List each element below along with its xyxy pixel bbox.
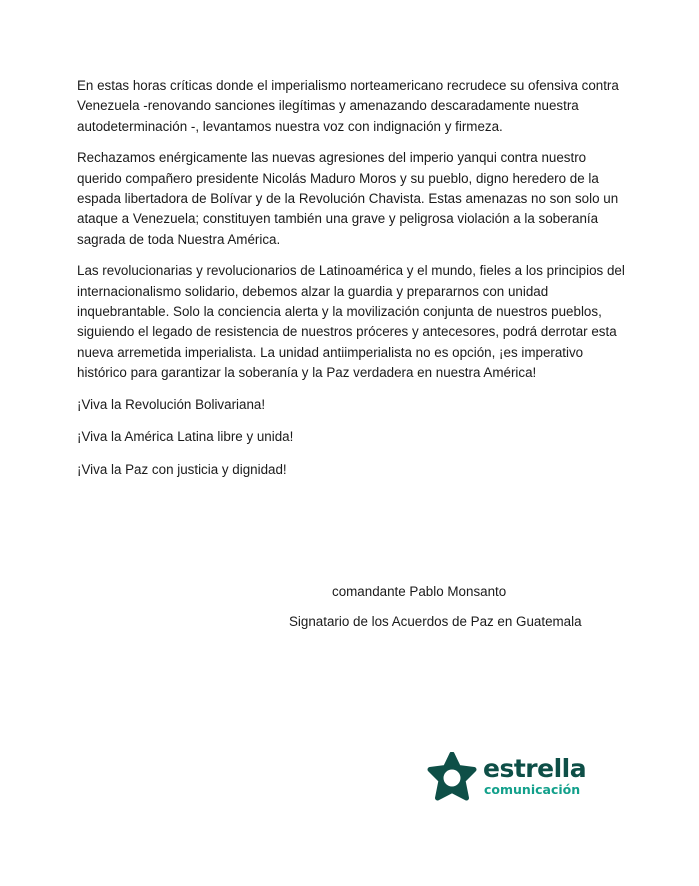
signatory-title: Signatario de los Acuerdos de Paz en Guatemala [289, 614, 582, 629]
estrella-logo [426, 752, 596, 804]
paragraph-2: Rechazamos enérgicamente las nuevas agresiones del imperio yanqui contra nuestro querido compañero presidente Nicolás Maduro Moros y su pueblo, digno heredero de la espada libertadora de Bolívar y de la Revolución Chavista. Estas amenazas no son solo un ataque a Venezuela; constituyen también una grave y peligrosa violación a la soberanía sagrada de toda Nuestra América. [77, 150, 619, 247]
slogan-2: ¡Viva la América Latina libre y unida! [77, 429, 294, 445]
paragraph-1: En estas horas críticas donde el imperialismo norteamericano recrudece su ofensiva contra Venezuela -renovando sanciones ilegítimas y amenazando descaradamente nuestra autodeterminación -, levantamos nuestra voz con indignación y firmeza. [77, 78, 619, 134]
slogan-1: ¡Viva la Revolución Bolivariana! [77, 396, 266, 412]
star-icon [426, 752, 478, 804]
logo-subtitle: comunicación [484, 782, 581, 797]
slogan-3: ¡Viva la Paz con justicia y dignidad! [77, 461, 287, 477]
logo-wordmark: estrella [483, 754, 587, 783]
paragraph-3: Las revolucionarias y revolucionarios de Latinoamérica y el mundo, fieles a los principios del internacionalismo solidario, debemos alzar la guardia y prepararnos con unidad inquebrantable. Solo la conciencia alerta y la movilización conjunta de nuestros pueblos, siguiendo el legado de resistencia de nuestros próceres y antecesores, podrá derrotar esta nueva arremetida imperialista. La unidad antiimperialista no es opción, ¡es imperativo histórico para garantizar la soberanía y la Paz verdadera en nuestra América! [77, 263, 625, 381]
signatory-name: comandante Pablo Monsanto [332, 584, 507, 599]
letter-body [77, 76, 625, 492]
